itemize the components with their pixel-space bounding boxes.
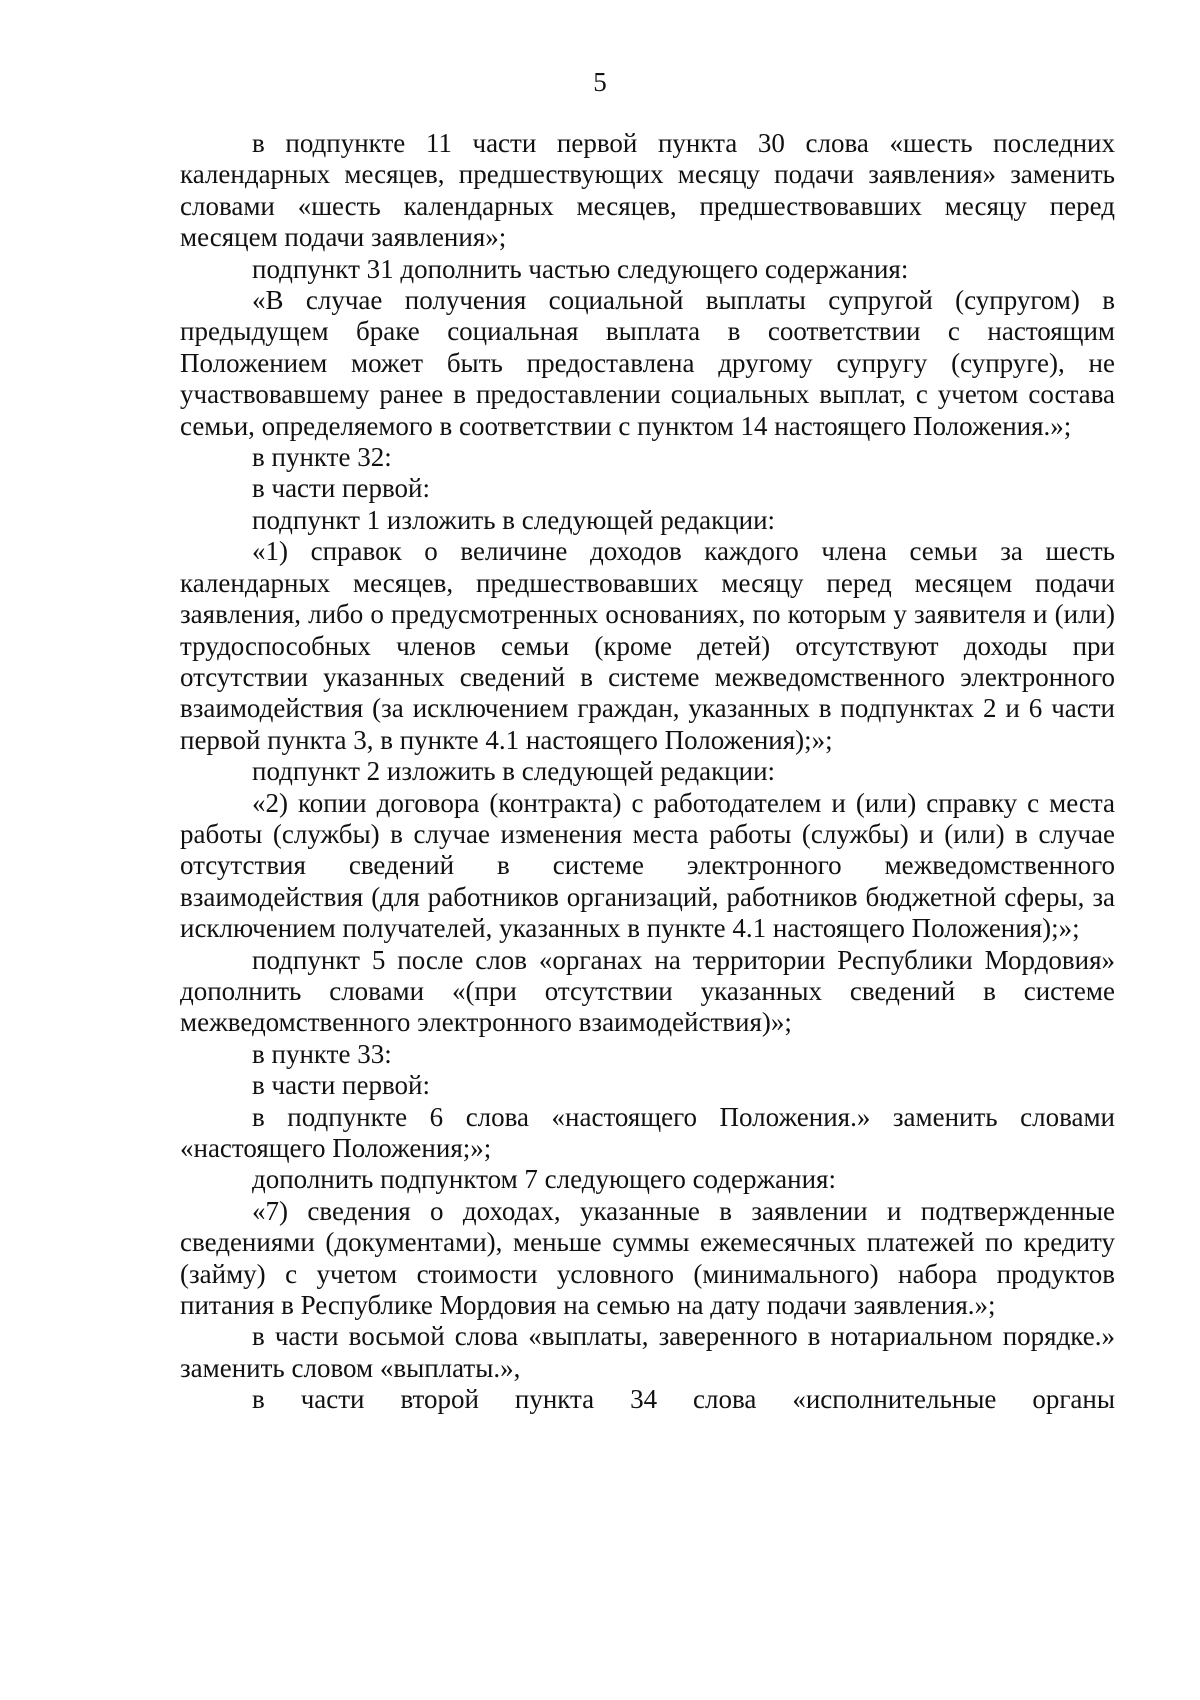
paragraph: дополнить подпунктом 7 следующего содержания: bbox=[252, 1164, 836, 1195]
paragraph: подпункт 5 после слов «органах на территории Республики Мордовия» дополнить словами «(при отсутствии указанных сведений в системе межведомственного электронного взаимодействия)»; bbox=[180, 944, 1115, 1038]
document-body bbox=[180, 128, 1115, 1416]
paragraph: «1) справок о величине доходов каждого члена семьи за шесть календарных месяцев, предшествовавших месяцу перед месяцем подачи заявления, либо о предусмотренных основаниях, по которым у заявителя и (или) трудоспособных членов семьи (кроме детей) отсутствуют доходы при отсутствии указанных сведений в системе межведомственного электронного взаимодействия (за исключением граждан, указанных в подпунктах 2 и 6 части первой пункта 3, в пункте 4.1 настоящего Положения);»; bbox=[180, 536, 1115, 755]
paragraph: в пункте 32: bbox=[252, 442, 392, 473]
paragraph-continued: в части второй пункта 34 слова «исполнительные органы bbox=[252, 1384, 1115, 1415]
paragraph: «В случае получения социальной выплаты супругой (супругом) в предыдущем браке социальная выплата в соответствии с настоящим Положением может быть предоставлена другому супругу (супруге), не участвовавшему ранее в предоставлении социальных выплат, с учетом состава семьи, определяемого в соответствии с пунктом 14 настоящего Положения.»; bbox=[180, 285, 1115, 441]
paragraph: в части первой: bbox=[252, 1070, 430, 1101]
paragraph: подпункт 1 изложить в следующей редакции: bbox=[252, 504, 776, 535]
paragraph: «2) копии договора (контракта) с работодателем и (или) справку с места работы (службы) в случае изменения места работы (службы) и (или) в случае отсутствия сведений в системе электронного межведомственного взаимодействия (для работников организаций, работников бюджетной сферы, за исключением получателей, указанных в пункте 4.1 настоящего Положения);»; bbox=[180, 787, 1115, 944]
paragraph: в подпункте 6 слова «настоящего Положения.» заменить словами «настоящего Положения;»; bbox=[180, 1101, 1115, 1163]
paragraph: в части первой: bbox=[252, 473, 430, 504]
paragraph: в подпункте 11 части первой пункта 30 слова «шесть последних календарных месяцев, предшествующих месяцу подачи заявления» заменить словами «шесть календарных месяцев, предшествовавших месяцу перед месяцем подачи заявления»; bbox=[180, 128, 1115, 253]
paragraph: в части восьмой слова «выплаты, заверенного в нотариальном порядке.» заменить словом «выплаты.», bbox=[180, 1321, 1115, 1383]
paragraph: в пункте 33: bbox=[252, 1038, 392, 1069]
paragraph: подпункт 2 изложить в следующей редакции: bbox=[252, 756, 776, 787]
page-number: 5 bbox=[593, 67, 607, 97]
paragraph: подпункт 31 дополнить частью следующего содержания: bbox=[252, 253, 909, 284]
paragraph: «7) сведения о доходах, указанные в заявлении и подтвержденные сведениями (документами), меньше суммы ежемесячных платежей по кредиту (займу) с учетом стоимости условного (минимального) набора продуктов питания в Республике Мордовия на семью на дату подачи заявления.»; bbox=[180, 1195, 1115, 1321]
